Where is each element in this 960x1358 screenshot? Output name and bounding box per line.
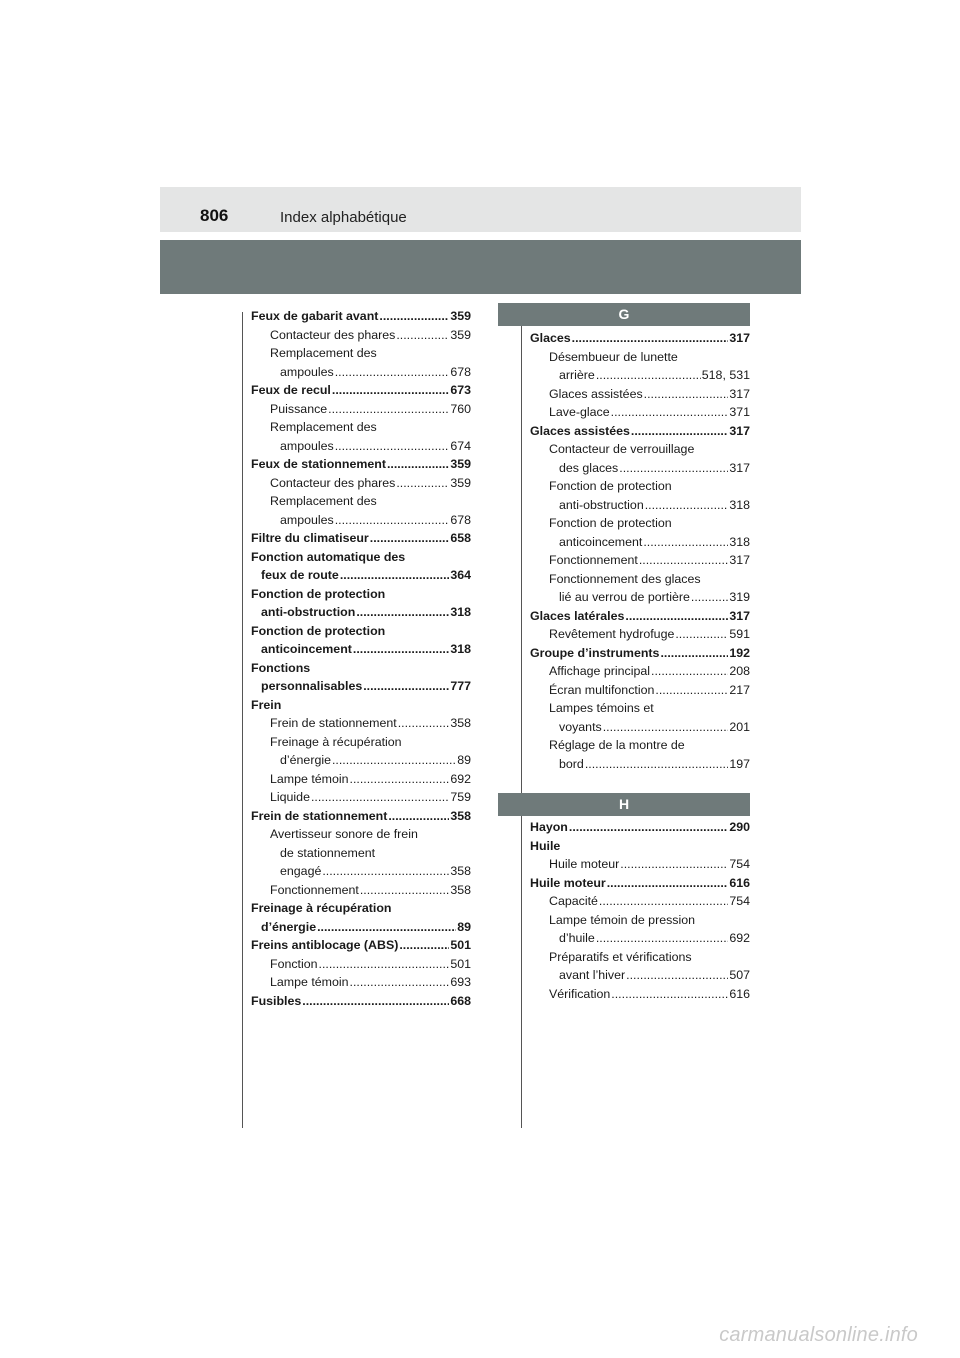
index-entry	[530, 911, 750, 930]
index-entry	[530, 855, 750, 874]
index-entry-text: anti-obstruction	[559, 497, 644, 512]
index-entry-text: Capacité	[549, 894, 598, 908]
index-entry-page: 371	[729, 405, 750, 419]
index-entry-page: 591	[729, 627, 750, 641]
dot-leader	[645, 496, 729, 515]
dot-leader	[322, 862, 449, 881]
index-entry	[530, 588, 750, 607]
index-entry-text: ampoules	[280, 438, 334, 453]
index-entry-text: Contacteur des phares	[270, 475, 396, 490]
index-entry	[251, 807, 471, 826]
index-column-right-h	[530, 818, 750, 1003]
index-entry-text: Fonctions	[251, 660, 311, 675]
index-entry-page: 317	[729, 608, 750, 623]
index-entry-text: Glaces latérales	[530, 608, 625, 623]
index-entry	[251, 881, 471, 900]
index-entry	[251, 936, 471, 955]
index-entry	[530, 644, 750, 663]
index-entry-page: 318	[450, 642, 471, 656]
index-entry	[251, 381, 471, 400]
index-entry	[530, 662, 750, 681]
index-entry-text: Lave-glace	[549, 405, 610, 419]
index-entry	[530, 329, 750, 348]
dot-leader	[363, 677, 449, 696]
dot-leader	[396, 474, 449, 493]
dot-leader	[611, 403, 729, 422]
index-entry	[530, 348, 750, 367]
index-entry-text: Fusibles	[251, 993, 302, 1008]
index-entry-text: Vérification	[549, 986, 611, 1001]
dot-leader	[379, 307, 449, 326]
dot-leader	[569, 818, 728, 837]
index-entry-text: Frein	[251, 697, 282, 712]
index-entry-page: 317	[729, 460, 750, 475]
index-entry-text: Fonctionnement	[549, 553, 638, 567]
index-entry	[251, 751, 471, 770]
index-entry	[530, 874, 750, 893]
index-entry-text: Fonction automatique des	[251, 549, 406, 564]
index-column-right-g	[530, 329, 750, 773]
index-entry-text: anticoincement	[559, 534, 643, 549]
index-entry-page: 692	[729, 931, 750, 945]
dot-leader	[626, 966, 728, 985]
dot-leader	[651, 662, 728, 681]
index-entry	[251, 307, 471, 326]
index-entry	[251, 899, 471, 918]
index-entry-page: 201	[729, 719, 750, 734]
index-entry-text: anticoincement	[261, 642, 352, 656]
index-entry-page: 777	[450, 679, 471, 693]
index-entry-text: personnalisables	[261, 679, 363, 693]
index-entry	[251, 326, 471, 345]
index-entry-text: bord	[559, 756, 584, 771]
index-entry-page: 501	[450, 938, 471, 952]
index-entry	[530, 607, 750, 626]
index-entry	[530, 929, 750, 948]
index-entry	[251, 640, 471, 659]
letter-heading-h: H	[498, 793, 750, 816]
dot-leader	[387, 455, 449, 474]
index-entry-text: Huile moteur	[530, 875, 606, 890]
dot-leader	[572, 329, 729, 348]
index-entry-page: 501	[450, 956, 471, 971]
index-entry-text: Désembueur de lunette	[549, 349, 678, 364]
dot-leader	[317, 918, 456, 937]
index-entry-text: feux de route	[261, 568, 339, 582]
index-entry-text: d’énergie	[261, 919, 317, 934]
watermark: carmanualsonline.info	[719, 1324, 918, 1346]
index-entry-text: Contacteur des phares	[270, 327, 396, 342]
dot-leader	[388, 807, 449, 826]
index-entry-text: Feux de recul	[251, 383, 331, 397]
index-entry-text: Fonction de protection	[251, 586, 386, 601]
index-entry	[530, 625, 750, 644]
index-entry-page: 359	[450, 475, 471, 490]
index-entry	[251, 788, 471, 807]
index-entry	[251, 566, 471, 585]
index-entry	[530, 496, 750, 515]
index-entry-text: Fonction de protection	[251, 623, 386, 638]
dot-leader	[644, 385, 729, 404]
index-entry-page: 317	[729, 553, 750, 567]
index-entry	[251, 973, 471, 992]
dot-leader	[399, 936, 449, 955]
index-entry-page: 693	[450, 975, 471, 989]
index-entry	[251, 714, 471, 733]
index-entry	[251, 529, 471, 548]
index-entry	[530, 755, 750, 774]
index-entry	[530, 985, 750, 1004]
index-entry-text: Huile moteur	[549, 857, 620, 871]
index-entry-text: Frein de stationnement	[251, 808, 388, 823]
index-entry	[530, 736, 750, 755]
index-entry	[251, 418, 471, 437]
index-entry-text: Fonction de protection	[549, 479, 672, 493]
index-entry	[530, 892, 750, 911]
dot-leader	[655, 681, 728, 700]
index-entry-page: 317	[729, 423, 750, 438]
dot-leader	[311, 788, 449, 807]
index-entry	[251, 770, 471, 789]
index-entry-text: Filtre du climatiseur	[251, 531, 369, 545]
index-entry	[251, 659, 471, 678]
dot-leader	[596, 366, 701, 385]
index-entry-page: 364	[450, 568, 471, 582]
dot-leader	[335, 511, 450, 530]
index-entry	[530, 366, 750, 385]
index-entry	[530, 718, 750, 737]
dot-leader	[319, 955, 450, 974]
column-divider-right	[521, 312, 522, 1128]
index-entry-page: 358	[450, 882, 471, 897]
index-entry	[530, 837, 750, 856]
index-entry	[251, 955, 471, 974]
dot-leader	[639, 551, 728, 570]
dot-leader	[370, 529, 450, 548]
index-entry-page: 359	[450, 309, 471, 323]
dot-leader	[585, 755, 729, 774]
index-entry	[251, 844, 471, 863]
index-entry-text: des glaces	[559, 460, 619, 475]
index-entry-page: 674	[450, 438, 471, 453]
index-entry	[251, 677, 471, 696]
index-entry	[251, 696, 471, 715]
index-entry	[251, 622, 471, 641]
index-entry-page: 678	[450, 364, 471, 379]
index-entry-text: Feux de stationnement	[251, 457, 386, 471]
index-entry-page: 358	[450, 864, 471, 878]
index-entry-text: Glaces	[530, 331, 571, 345]
letter-heading-g: G	[498, 303, 750, 326]
index-entry-text: Contacteur de verrouillage	[549, 442, 695, 456]
index-entry-text: ampoules	[280, 364, 334, 379]
dot-leader	[332, 751, 456, 770]
dot-leader	[350, 973, 450, 992]
index-entry-page: 319	[729, 590, 750, 604]
index-entry-text: d’énergie	[280, 753, 331, 767]
index-entry-text: Huile	[530, 838, 561, 853]
index-entry	[530, 966, 750, 985]
index-entry-text: Puissance	[270, 401, 328, 416]
index-entry-text: lié au verrou de portière	[559, 590, 690, 604]
dot-leader	[356, 603, 449, 622]
index-entry-text: engagé	[280, 864, 322, 878]
dot-leader	[332, 381, 449, 400]
index-entry-text: Lampe témoin	[270, 771, 349, 786]
dot-leader	[611, 985, 728, 1004]
index-entry	[251, 363, 471, 382]
index-entry-page: 518, 531	[701, 368, 750, 382]
dot-leader	[599, 892, 728, 911]
index-entry	[530, 551, 750, 570]
page-number: 806	[200, 206, 229, 225]
dot-leader	[643, 533, 728, 552]
index-entry-text: Écran multifonction	[549, 682, 655, 697]
index-entry-page: 358	[450, 716, 471, 730]
index-entry-text: Lampe témoin	[270, 975, 349, 989]
index-entry	[251, 511, 471, 530]
section-title: Index alphabétique	[280, 209, 407, 226]
index-entry-page: 616	[729, 875, 750, 890]
index-entry-page: 318	[729, 534, 750, 549]
dot-leader	[340, 566, 450, 585]
index-entry-text: Groupe d’instruments	[530, 645, 660, 660]
index-entry-text: Freinage à récupération	[251, 901, 392, 915]
index-entry-page: 507	[729, 968, 750, 982]
index-entry-page: 754	[729, 857, 750, 871]
dot-leader	[625, 607, 728, 626]
index-entry	[530, 440, 750, 459]
index-entry-text: Glaces assistées	[549, 386, 643, 401]
index-entry-page: 318	[729, 497, 750, 512]
index-entry	[530, 403, 750, 422]
page-header	[160, 187, 801, 232]
dot-leader	[350, 770, 450, 789]
dot-leader	[631, 422, 728, 441]
index-entry	[251, 603, 471, 622]
index-entry	[251, 918, 471, 937]
index-entry-page: 759	[450, 790, 471, 804]
index-entry-text: Préparatifs et vérifications	[549, 949, 692, 964]
dot-leader	[335, 437, 450, 456]
index-entry	[251, 437, 471, 456]
index-entry-text: d’huile	[559, 931, 595, 945]
index-entry-text: de stationnement	[280, 845, 376, 860]
dot-leader	[620, 855, 728, 874]
index-entry-page: 318	[450, 605, 471, 619]
index-entry-page: 658	[450, 531, 471, 545]
index-entry-text: Fonctionnement	[270, 882, 359, 897]
index-entry-page: 754	[729, 894, 750, 908]
index-entry-text: Lampe témoin de pression	[549, 912, 696, 927]
index-entry	[251, 862, 471, 881]
index-entry-page: 89	[457, 753, 471, 767]
index-entry	[530, 477, 750, 496]
index-entry-text: Fonction	[270, 956, 318, 971]
index-entry	[530, 699, 750, 718]
index-entry-page: 359	[450, 327, 471, 342]
index-entry-page: 197	[729, 756, 750, 771]
dot-leader	[596, 929, 728, 948]
index-entry-page: 358	[450, 808, 471, 823]
index-entry-text: Fonction de protection	[549, 516, 672, 530]
index-entry	[251, 992, 471, 1011]
index-entry-page: 317	[729, 331, 750, 345]
index-entry-text: Hayon	[530, 820, 568, 834]
index-entry	[251, 825, 471, 844]
index-entry	[251, 548, 471, 567]
index-entry	[530, 422, 750, 441]
index-entry-page: 89	[457, 919, 471, 934]
index-column-left	[251, 307, 471, 1010]
index-entry-text: ampoules	[280, 512, 334, 527]
index-entry-page: 217	[729, 682, 750, 697]
index-entry-page: 760	[450, 401, 471, 416]
index-entry-text: Lampes témoins et	[549, 701, 654, 715]
index-entry-text: Frein de stationnement	[270, 716, 397, 730]
index-entry-page: 692	[450, 771, 471, 786]
index-entry	[251, 400, 471, 419]
index-entry-text: Revêtement hydrofuge	[549, 627, 675, 641]
index-entry-text: Avertisseur sonore de frein	[270, 827, 418, 841]
index-entry	[530, 818, 750, 837]
index-entry	[251, 344, 471, 363]
column-divider-left	[242, 312, 243, 1128]
index-entry	[251, 492, 471, 511]
index-entry-page: 673	[450, 383, 471, 397]
index-entry-page: 208	[729, 664, 750, 678]
dot-leader	[660, 644, 728, 663]
index-entry-text: avant l’hiver	[559, 968, 626, 982]
index-entry	[251, 733, 471, 752]
index-entry	[251, 585, 471, 604]
index-entry	[530, 533, 750, 552]
index-entry-text: Glaces assistées	[530, 423, 630, 438]
index-entry-text: Fonctionnement des glaces	[549, 571, 701, 586]
index-entry-text: Liquide	[270, 790, 310, 804]
index-entry-page: 359	[450, 457, 471, 471]
index-entry-text: Remplacement des	[270, 346, 377, 360]
index-entry	[530, 385, 750, 404]
dot-leader	[619, 459, 728, 478]
index-entry-text: Freinage à récupération	[270, 734, 402, 749]
dot-leader	[603, 718, 729, 737]
index-entry	[530, 459, 750, 478]
index-entry-text: Feux de gabarit avant	[251, 309, 379, 323]
index-entry-text: Remplacement des	[270, 494, 377, 508]
index-entry-page: 192	[729, 645, 750, 660]
dot-leader	[398, 714, 450, 733]
index-entry-page: 290	[729, 820, 750, 834]
index-entry	[530, 514, 750, 533]
dot-leader	[675, 625, 728, 644]
index-entry-text: arrière	[559, 368, 595, 382]
header-band	[160, 240, 801, 294]
index-entry	[530, 948, 750, 967]
index-entry-page: 616	[729, 986, 750, 1001]
index-entry	[251, 474, 471, 493]
index-entry-page: 668	[450, 993, 471, 1008]
index-entry-text: Remplacement des	[270, 420, 377, 434]
index-entry-page: 317	[729, 386, 750, 401]
dot-leader	[335, 363, 450, 382]
index-entry-text: voyants	[559, 719, 602, 734]
index-entry	[530, 681, 750, 700]
dot-leader	[396, 326, 449, 345]
dot-leader	[302, 992, 449, 1011]
index-entry-text: Réglage de la montre de	[549, 738, 685, 752]
dot-leader	[328, 400, 449, 419]
dot-leader	[353, 640, 449, 659]
index-entry	[251, 455, 471, 474]
index-entry-text: Affichage principal	[549, 664, 651, 678]
index-entry-text: Freins antiblocage (ABS)	[251, 938, 399, 952]
dot-leader	[691, 588, 728, 607]
index-entry-text: anti-obstruction	[261, 605, 356, 619]
dot-leader	[607, 874, 729, 893]
index-entry	[530, 570, 750, 589]
dot-leader	[360, 881, 449, 900]
index-entry-page: 678	[450, 512, 471, 527]
